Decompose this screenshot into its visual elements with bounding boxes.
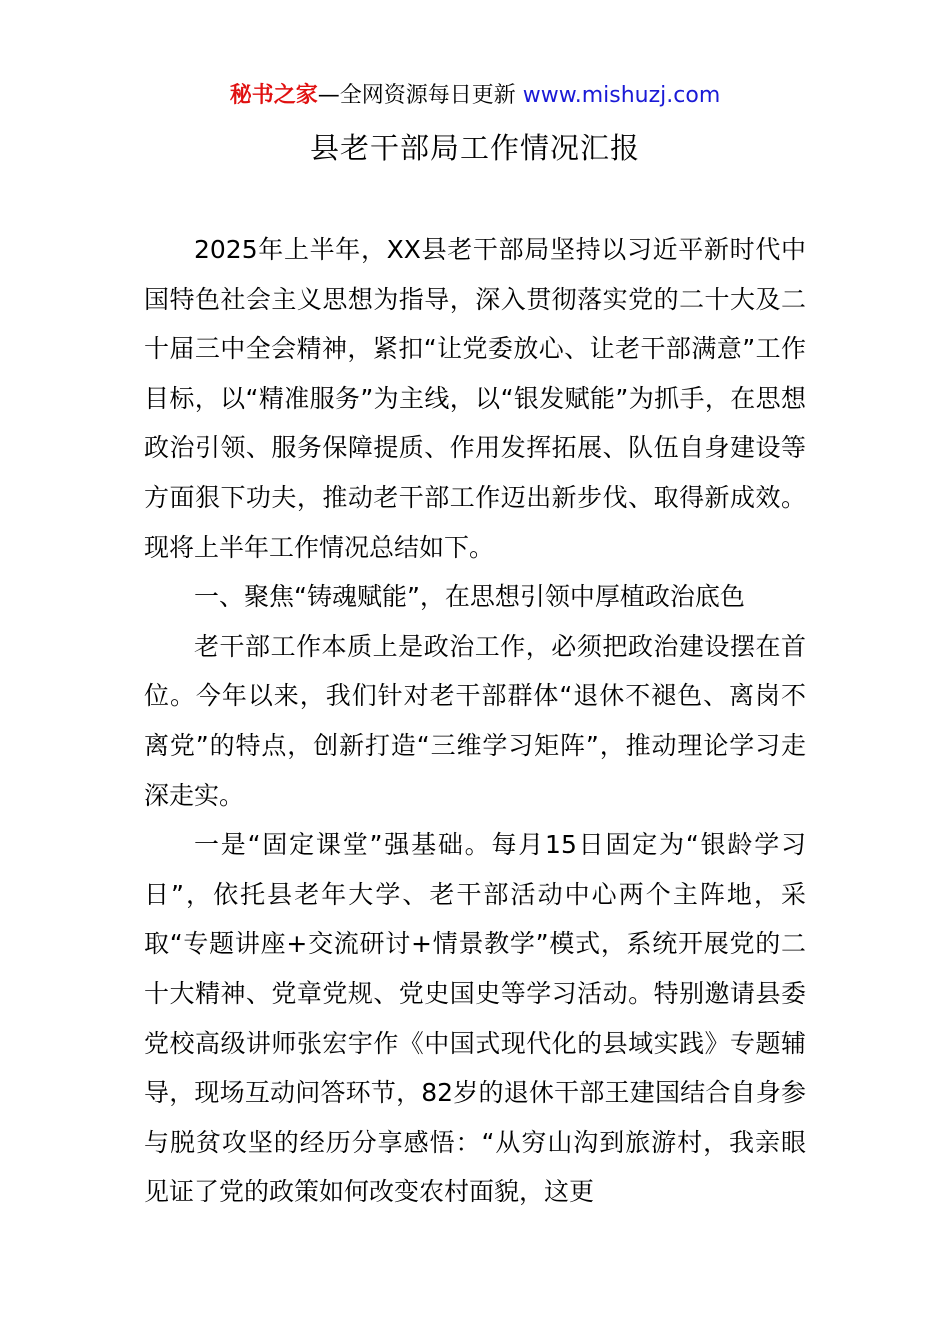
section-paragraph: 一是“固定课堂”强基础。每月15日固定为“银龄学习日”，依托县老年大学、老干部活动中心两个主阵地，采取“专题讲座+交流研讨+情景教学”模式，系统开展党的二十大精神、党章党规、党史国史等学习活动。特别邀请县委党校高级讲师张宏宇作《中国式现代化的县域实践》专题辅导，现场互动问答环节，82岁的退休干部王建国结合自身参与脱贫攻坚的经历分享感悟：“从穷山沟到旅游村，我亲眼见证了党的政策如何改变农村面貌，这更 xyxy=(144,830,806,1207)
document-body xyxy=(144,225,806,1217)
intro-paragraph: 2025年上半年，XX县老干部局坚持以习近平新时代中国特色社会主义思想为指导，深入贯彻落实党的二十大及二十届三中全会精神，紧扣“让党委放心、让老干部满意”工作目标，以“精准服务”为主线，以“银发赋能”为抓手，在思想政治引领、服务保障提质、作用发挥拓展、队伍自身建设等方面狠下功夫，推动老干部工作迈出新步伐、取得新成效。现将上半年工作情况总结如下。 xyxy=(144,235,806,562)
document-title: 县老干部局工作情况汇报 xyxy=(309,131,640,165)
section-paragraph: 老干部工作本质上是政治工作，必须把政治建设摆在首位。今年以来，我们针对老干部群体“退休不褪色、离岗不离党”的特点，创新打造“三维学习矩阵”，推动理论学习走深走实。 xyxy=(144,631,806,810)
section-heading: 一、聚焦“铸魂赋能”，在思想引领中厚植政治底色 xyxy=(194,582,745,612)
site-header xyxy=(0,80,950,112)
brand-name: 秘书之家 xyxy=(229,83,318,108)
site-url-link[interactable]: www.mishuzj.com xyxy=(522,83,721,108)
header-tagline: —全网资源每日更新 xyxy=(317,83,516,108)
